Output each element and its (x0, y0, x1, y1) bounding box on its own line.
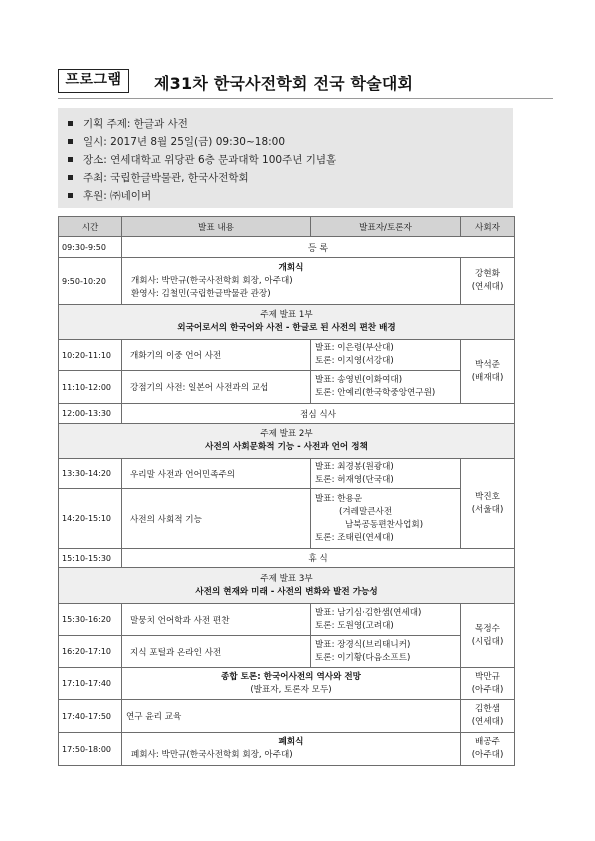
info-sponsor: 후원: ㈜네이버 (64, 187, 513, 205)
closing-ceremony (122, 733, 461, 766)
row-time: 10:20-11:10 (59, 340, 122, 371)
moderator: 박진호 (서울대) (461, 459, 515, 549)
col-header-presenter: 발표자/토론자 (311, 217, 461, 237)
table-row (59, 733, 515, 766)
row-time: 13:30-14:20 (59, 459, 122, 489)
lunch: 점심 식사 (122, 404, 515, 424)
table-header-row (59, 217, 515, 237)
opening-ceremony (122, 258, 461, 305)
row-time: 9:50-10:20 (59, 258, 122, 305)
session-header (59, 568, 515, 604)
moderator: 목정수 (시립대) (461, 604, 515, 668)
table-row (59, 668, 515, 700)
info-venue: 장소: 연세대학교 위당관 6층 문과대학 100주년 기념홀 (64, 151, 513, 169)
row-time: 15:10-15:30 (59, 549, 122, 568)
registration: 등 록 (122, 237, 515, 258)
bullet-icon (68, 139, 73, 144)
row-time: 12:00-13:30 (59, 404, 122, 424)
presenters: 발표: 최경봉(원광대) 토론: 허재영(단국대) (311, 459, 461, 489)
moderator: 박만규 (아주대) (461, 668, 515, 700)
table-row (59, 700, 515, 733)
general-discussion: 종합 토론: 한국어사전의 역사와 전망 (발표자, 토론자 모두) (122, 668, 461, 700)
opening-title: 개회식 (278, 262, 304, 273)
presenters: 발표: 이은령(부산대) 토론: 이지영(서강대) (311, 340, 461, 371)
bullet-icon (68, 157, 73, 162)
moderator: 강현화 (연세대) (461, 258, 515, 305)
program-badge: 프로그램 (58, 69, 129, 93)
session-header (59, 424, 515, 459)
bullet-icon (68, 175, 73, 180)
ethics-education: 연구 윤리 교육 (122, 700, 461, 733)
row-time: 15:30-16:20 (59, 604, 122, 636)
break: 휴 식 (122, 549, 515, 568)
col-header-moderator: 사회자 (461, 217, 515, 237)
table-row (59, 604, 515, 636)
program-table (58, 216, 515, 766)
page-title: 제31차 한국사전학회 전국 학술대회 (154, 74, 414, 93)
moderator: 박석준 (배재대) (461, 340, 515, 404)
talk-title: 우리말 사전과 언어민족주의 (122, 459, 311, 489)
presenters: 발표: 송영빈(이화여대) 토론: 안예리(한국학중앙연구원) (311, 371, 461, 404)
talk-title: 강점기의 사전: 일본어 사전과의 교섭 (122, 371, 311, 404)
moderator: 김한샘 (연세대) (461, 700, 515, 733)
info-host: 주최: 국립한글박물관, 한국사전학회 (64, 169, 513, 187)
row-time: 16:20-17:10 (59, 636, 122, 668)
row-time: 17:40-17:50 (59, 700, 122, 733)
closing-speech: 폐회사: 박만규(한국사전학회 회장, 아주대) (131, 750, 293, 760)
presenters: 발표: 장경식(브리태니커) 토론: 이기황(다음소프트) (311, 636, 461, 668)
table-row (59, 459, 515, 489)
row-time: 14:20-15:10 (59, 489, 122, 549)
talk-title: 개화기의 이중 언어 사전 (122, 340, 311, 371)
presenters: 발표: 남기심·김한샘(연세대) 토론: 도원영(고려대) (311, 604, 461, 636)
moderator: 배공주 (아주대) (461, 733, 515, 766)
table-row (59, 340, 515, 371)
page-header (58, 66, 553, 99)
col-header-time: 시간 (59, 217, 122, 237)
opening-speech: 개회사: 박만규(한국사전학회 회장, 아주대) (131, 275, 293, 286)
table-row (59, 404, 515, 424)
row-time: 11:10-12:00 (59, 371, 122, 404)
col-header-content: 발표 내용 (122, 217, 311, 237)
session-1: 주제 발표 1부 외국어로서의 한국어와 사전 - 한글로 된 사전의 편찬 배경 (59, 305, 515, 340)
welcome-speech: 환영사: 김철민(국립한글박물관 관장) (131, 288, 271, 299)
row-time: 09:30-9:50 (59, 237, 122, 258)
table-row (59, 371, 515, 404)
info-box (58, 108, 513, 208)
closing-title: 폐회식 (278, 737, 304, 747)
presenters: 발표: 한용운 (겨레말큰사전 남북공동편찬사업회) 토론: 조태린(연세대) (311, 489, 461, 549)
bullet-icon (68, 193, 73, 198)
session-2: 주제 발표 2부 사전의 사회문화적 기능 - 사전과 언어 정책 (59, 424, 515, 459)
bullet-icon (68, 121, 73, 126)
info-date: 일시: 2017년 8월 25일(금) 09:30~18:00 (64, 133, 513, 151)
row-time: 17:50-18:00 (59, 733, 122, 766)
table-row (59, 636, 515, 668)
table-row (59, 489, 515, 549)
session-header (59, 305, 515, 340)
talk-title: 사전의 사회적 기능 (122, 489, 311, 549)
talk-title: 지식 포털과 온라인 사전 (122, 636, 311, 668)
session-3: 주제 발표 3부 사전의 현재와 미래 - 사전의 변화와 발전 가능성 (59, 568, 515, 604)
talk-title: 말뭉치 언어학과 사전 편찬 (122, 604, 311, 636)
row-time: 17:10-17:40 (59, 668, 122, 700)
table-row (59, 258, 515, 305)
table-row (59, 549, 515, 568)
info-theme: 기획 주제: 한글과 사전 (64, 115, 513, 133)
table-row (59, 237, 515, 258)
